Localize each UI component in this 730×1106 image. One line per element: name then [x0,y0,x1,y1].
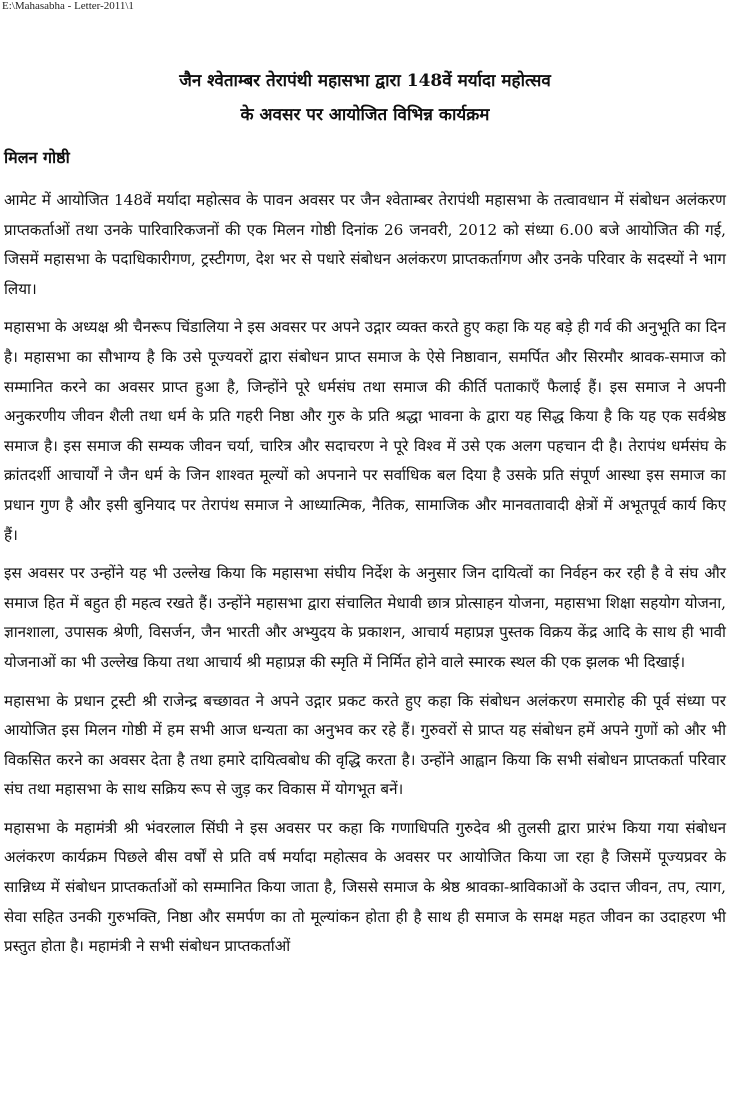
document-body [4,186,726,971]
file-path-header: E:\Mahasabha - Letter-2011\1 [2,0,134,12]
section-heading: मिलन गोष्ठी [4,148,70,167]
paragraph-1: आमेट में आयोजित 148वें मर्यादा महोत्सव के पावन अवसर पर जैन श्वेताम्बर तेरापंथी महासभा के तत्वावधान में संबोधन अलंकरण प्राप्तकर्ताओं तथा उनके पारिवारिकजनों की एक मिलन गोष्ठी दिनांक 26 जनवरी, 2012 को संध्या 6.00 बजे आयोजित की गई, जिसमें महासभा के पदाधिकारीगण, ट्रस्टीगण, देश भर से पधारे संबोधन अलंकरण प्राप्तकर्तागण और उनके परिवार के सदस्यों ने भाग लिया। [4,191,727,298]
document-title [0,64,730,132]
title-line-1: जैन श्वेताम्बर तेरापंथी महासभा द्वारा 148वें मर्यादा महोत्सव [179,71,551,91]
paragraph-4: महासभा के प्रधान ट्रस्टी श्री राजेन्द्र बच्छावत ने अपने उद्गार प्रकट करते हुए कहा कि संबोधन अलंकरण समारोह की पूर्व संध्या पर आयोजित इस मिलन गोष्ठी में हम सभी आज धन्यता का अनुभव कर रहे हैं। गुरुवरों से प्राप्त यह संबोधन हमें अपने गुणों को और भी विकसित करने का अवसर देता है तथा हमारे दायित्वबोध की वृद्धि करता है। उन्होंने आह्वान किया कि सभी संबोधन प्राप्तकर्ता परिवार संघ तथा महासभा के साथ सक्रिय रूप से जुड़ कर विकास में योगभूत बनें। [4,691,726,799]
title-line-2: के अवसर पर आयोजित विभिन्न कार्यक्रम [240,105,490,125]
paragraph-3: इस अवसर पर उन्होंने यह भी उल्लेख किया कि महासभा संघीय निर्देश के अनुसार जिन दायित्वों का निर्वहन कर रही है वे संघ और समाज हित में बहुत ही महत्व रखते हैं। उन्होंने महासभा द्वारा संचालित मेधावी छात्र प्रोत्साहन योजना, महासभा शिक्षा सहयोग योजना, ज्ञानशाला, उपासक श्रेणी, विसर्जन, जैन भारती और अभ्युदय के प्रकाशन, आचार्य महाप्रज्ञ पुस्तक विक्रय केंद्र आदि के साथ ही भावी योजनाओं का भी उल्लेख किया तथा आचार्य श्री महाप्रज्ञ की स्मृति में निर्मित होने वाले स्मारक स्थल की एक झलक भी दिखाई। [4,564,726,671]
paragraph-2: महासभा के अध्यक्ष श्री चैनरूप चिंडालिया ने इस अवसर पर अपने उद्गार व्यक्त करते हुए कहा कि यह बड़े ही गर्व की अनुभूति का दिन है। महासभा का सौभाग्य है कि उसे पूज्यवरों द्वारा संबोधन प्राप्त समाज के ऐसे निष्ठावान, समर्पित और सिरमौर श्रावक-समाज को सम्मानित करने का अवसर प्राप्त हुआ है, जिन्होंने पूरे धर्मसंघ तथा समाज की कीर्ति पताकाएँ फैलाई हैं। इस समाज ने अपनी अनुकरणीय जीवन शैली तथा धर्म के प्रति गहरी निष्ठा और गुरु के प्रति श्रद्धा भावना के द्वारा यह सिद्ध किया है कि यह एक सर्वश्रेष्ठ समाज है। इस समाज की सम्यक जीवन चर्या, चारित्र और सदाचरण ने पूरे विश्व में उसे एक अलग पहचान दी है। तेरापंथ धर्मसंघ के क्रांतदर्शी आचार्यों ने जैन धर्म के जिन शाश्वत मूल्यों को अपनाने पर सर्वाधिक बल दिया है उसके प्रति संपूर्ण आस्था इस समाज का प्रधान गुण है और इसी बुनियाद पर तेरापंथ समाज ने आध्यात्मिक, नैतिक, सामाजिक और मानवतावादी क्षेत्रों में अभूतपूर्व कार्य किए हैं। [4,318,726,544]
paragraph-5: महासभा के महामंत्री श्री भंवरलाल सिंघी ने इस अवसर पर कहा कि गणाधिपति गुरुदेव श्री तुलसी द्वारा प्रारंभ किया गया संबोधन अलंकरण कार्यक्रम पिछले बीस वर्षों से प्रति वर्ष मर्यादा महोत्सव के अवसर पर आयोजित किया जा रहा है जिसमें पूज्यप्रवर के सान्निध्य में संबोधन प्राप्तकर्ताओं को सम्मानित किया जाता है, जिससे समाज के श्रेष्ठ श्रावका-श्राविकाओं के उदात्त जीवन, तप, त्याग, सेवा सहित उनकी गुरुभक्ति, निष्ठा और समर्पण का तो मूल्यांकन होता ही है साथ ही समाज के समक्ष महत जीवन का उदाहरण भी प्रस्तुत होता है। महामंत्री ने सभी संबोधन प्राप्तकर्ताओं [4,818,726,956]
